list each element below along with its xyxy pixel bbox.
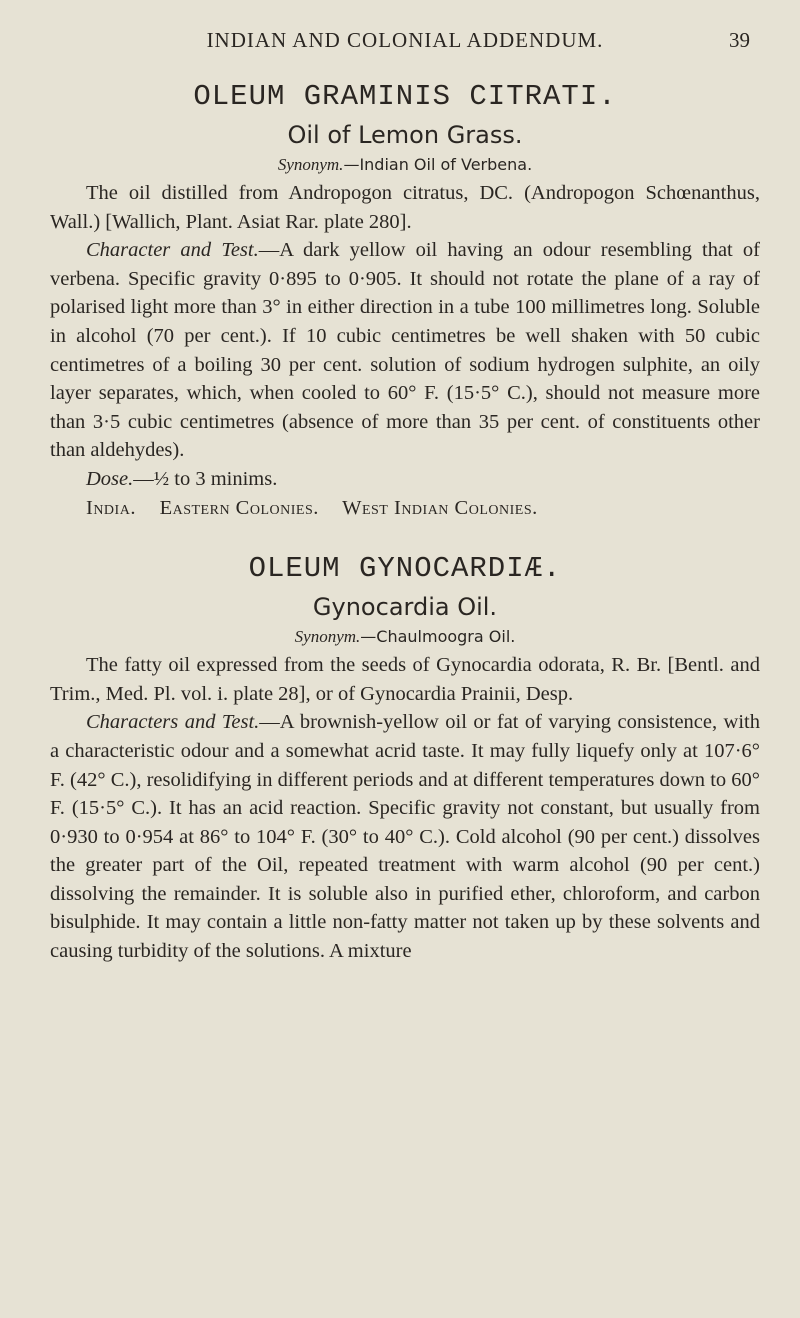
entry-character bbox=[50, 236, 760, 465]
character-label: Character and Test. bbox=[86, 239, 259, 262]
region-west-indian-colonies: West Indian Colonies. bbox=[342, 496, 538, 519]
character-text: —A dark yellow oil having an odour resembling that of verbena. Specific gravity 0·895 to 0·905. It should not rotate the plane of a ray of polarised light more than 3° in either direction in a tube 100 millimetres long. Soluble in alcohol (70 per cent.). If 10 cubic centimetres be well shaken with 50 cubic centimetres of a boiling 30 per cent. solution of sodium hydrogen sulphite, an oily layer separates, which, when cooled to 60° F. (15·5° C.), should not measure more than 3·5 cubic centimetres (absence of more than 35 per cent. of constituents other than aldehydes). bbox=[50, 239, 760, 462]
running-head bbox=[50, 0, 760, 80]
entry-oleum-gynocardiae bbox=[50, 552, 760, 966]
dose-text: —½ to 3 minims. bbox=[133, 467, 278, 490]
running-title: INDIAN AND COLONIAL ADDENDUM. bbox=[206, 28, 604, 52]
character-label: Characters and Test. bbox=[86, 711, 260, 734]
page-number: 39 bbox=[729, 28, 750, 52]
synonym-text: —Indian Oil of Verbena. bbox=[343, 155, 533, 174]
entry-character bbox=[50, 708, 760, 965]
entry-subtitle: Gynocardia Oil. bbox=[312, 593, 498, 622]
entry-synonym bbox=[50, 627, 760, 647]
region-india: India. bbox=[86, 496, 136, 519]
synonym-label: Synonym. bbox=[277, 155, 344, 174]
entry-regions bbox=[50, 494, 760, 523]
entry-oleum-graminis-citrati bbox=[50, 80, 760, 522]
synonym-label: Synonym. bbox=[294, 627, 361, 647]
region-eastern-colonies: Eastern Colonies. bbox=[159, 496, 319, 519]
entry-title: OLEUM GRAMINIS CITRATI. bbox=[193, 80, 617, 113]
synonym-text: —Chaulmoogra Oil. bbox=[360, 627, 516, 647]
entry-title: OLEUM GYNOCARDIÆ. bbox=[248, 552, 562, 586]
entry-subtitle: Oil of Lemon Grass. bbox=[287, 121, 523, 149]
entry-source: The fatty oil expressed from the seeds of Gynocardia odorata, R. Br. [Bentl. and Trim., Med. Pl. vol. i. plate 28], or of Gynocardia Prainii, Desp. bbox=[50, 654, 760, 705]
entry-synonym bbox=[50, 155, 760, 175]
entry-source: The oil distilled from Andropogon citratus, DC. (Andropogon Schœnanthus, Wall.) [Wallich, Plant. Asiat Rar. plate 280]. bbox=[50, 182, 760, 233]
entry-dose bbox=[50, 465, 760, 494]
dose-label: Dose. bbox=[86, 467, 134, 490]
character-text: —A brownish-yellow oil or fat of varying consistence, with a characteristic odour and a somewhat acrid taste. It may fully liquefy only at 107·6° F. (42° C.), resolidifying in different periods and at different temperatures down to 60° F. (15·5° C.). It has an acid reaction. Specific gravity not constant, but usually from 0·930 to 0·954 at 86° to 104° F. (30° to 40° C.). Cold alcohol (90 per cent.) dissolves the greater part of the Oil, repeated treatment with warm alcohol (90 per cent.) dissolving the remainder. It is soluble also in purified ether, chloroform, and carbon bisulphide. It may contain a little non-fatty matter not taken up by these solvents and causing turbidity of the solutions. A mixture bbox=[50, 711, 760, 963]
